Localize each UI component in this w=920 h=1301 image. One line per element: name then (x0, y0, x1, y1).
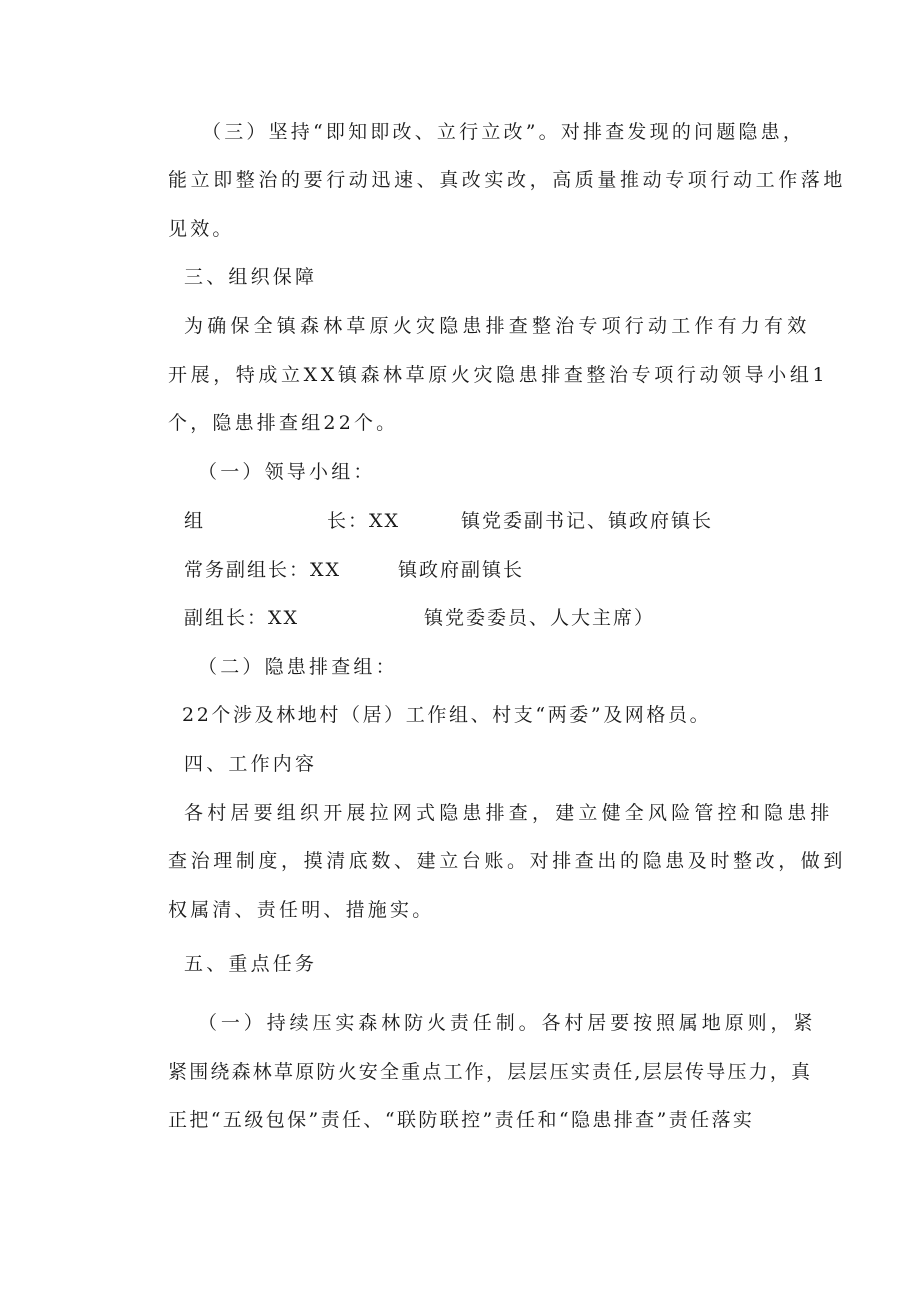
role-duty: 镇政府副镇长 (398, 559, 525, 581)
subheading: （二）隐患排查组： (198, 656, 398, 678)
role-title: 副组长：XX (184, 607, 300, 629)
role-duty: 镇党委副书记、镇政府镇长 (461, 510, 714, 532)
paragraph-line: 正把“五级包保”责任、“联防联控”责任和“隐患排查”责任落实 (168, 1109, 755, 1131)
role-duty: 镇党委委员、人大主席） (424, 607, 656, 629)
role-row-deputy (184, 606, 744, 630)
paragraph-line: 个，隐患排查组22个。 (168, 412, 399, 434)
paragraph-line: 为确保全镇森林草原火灾隐患排查整治专项行动工作有力有效 (184, 315, 811, 337)
paragraph-line: 各村居要组织开展拉网式隐患排查，建立健全风险管控和隐患排 (184, 802, 834, 824)
role-title: 组 (184, 510, 206, 532)
role-row-executive-deputy (184, 558, 744, 582)
subheading: （一）领导小组： (198, 461, 376, 483)
paragraph-line: （一）持续压实森林防火责任制。各村居要按照属地原则，紧 (198, 1012, 817, 1034)
role-row-leader (184, 509, 744, 533)
section-heading: 五、重点任务 (184, 953, 318, 975)
role-title: 长：XX (327, 510, 401, 532)
paragraph-line: 见效。 (168, 218, 235, 240)
paragraph-line: 权属清、责任明、措施实。 (168, 899, 435, 921)
paragraph-line: （三）坚持“即知即改、立行立改”。对排查发现的问题隐患， (202, 121, 806, 143)
paragraph-line: 开展，特成立XX镇森林草原火灾隐患排查整治专项行动领导小组1 (168, 364, 829, 386)
paragraph-line: 能立即整治的要行动迅速、真改实改，高质量推动专项行动工作落地 (168, 169, 847, 191)
role-title: 常务副组长：XX (184, 559, 342, 581)
section-heading: 三、组织保障 (184, 266, 318, 288)
paragraph-line: 查治理制度，摸清底数、建立台账。对排查出的隐患及时整改，做到 (168, 850, 847, 872)
paragraph-line: 22个涉及林地村（居）工作组、村支“两委”及网格员。 (182, 704, 712, 726)
section-heading: 四、工作内容 (184, 753, 318, 775)
paragraph-line: 紧围绕森林草原防火安全重点工作，层层压实责任,层层传导压力，真 (168, 1061, 813, 1083)
